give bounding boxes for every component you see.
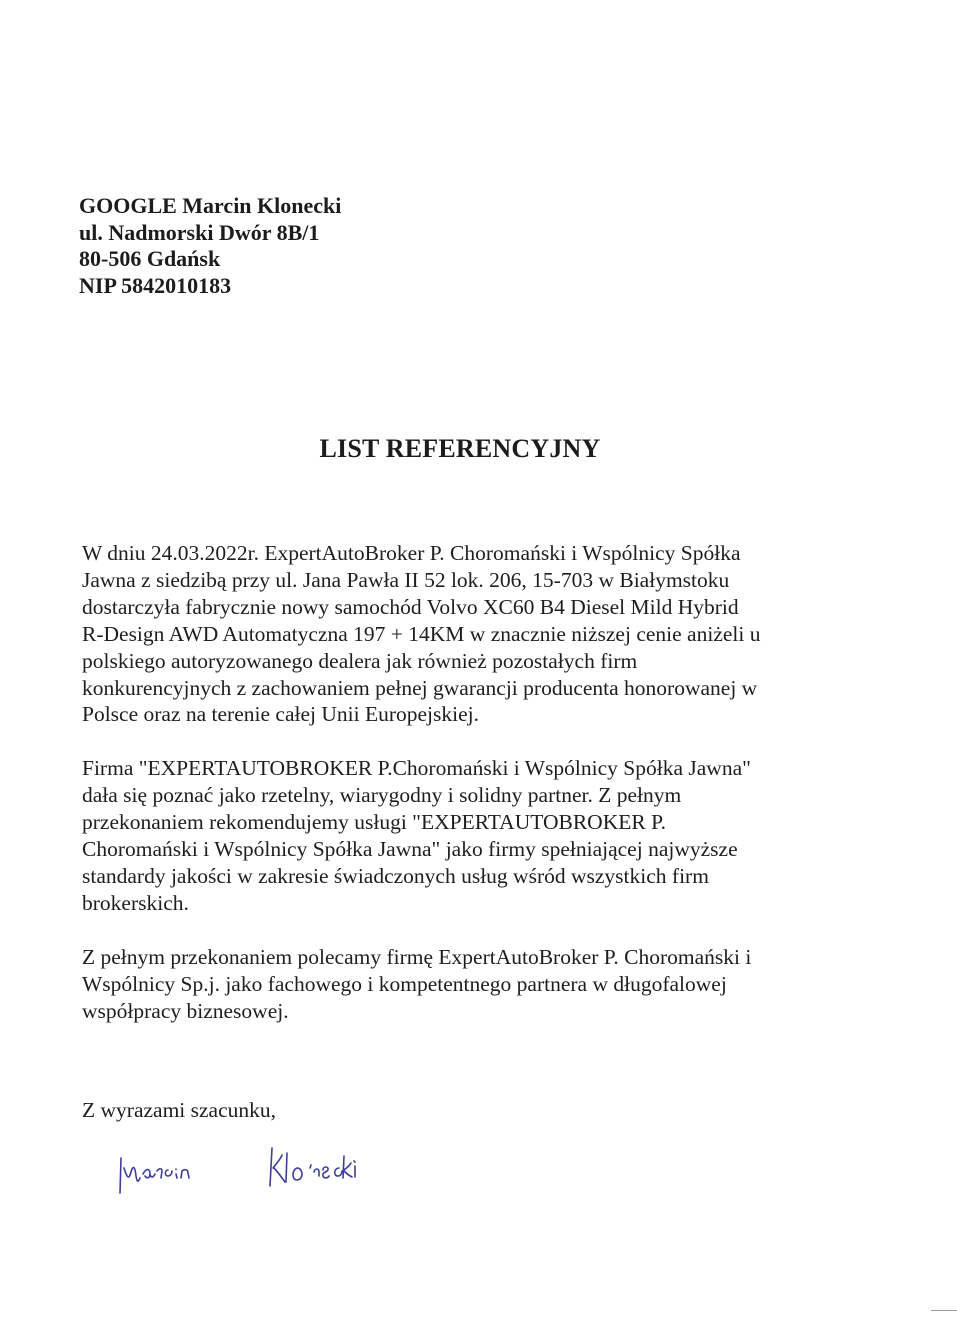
paragraph-line: W dniu 24.03.2022r. ExpertAutoBroker P. Choromański i Wspólnicy Spółka — [82, 541, 741, 565]
sender-name: GOOGLE Marcin Klonecki — [79, 193, 342, 218]
paragraph-line: brokerskich. — [82, 890, 189, 915]
sender-city: 80-506 Gdańsk — [79, 246, 221, 271]
paragraph-line: Z pełnym przekonaniem polecamy firmę ExpertAutoBroker P. Choromański i — [82, 944, 752, 969]
paragraph-line: R-Design AWD Automatyczna 197 + 14KM w znacznie niższej cenie aniżeli u — [82, 621, 761, 646]
paragraph-line: Wspólnicy Sp.j. jako fachowego i kompetentnego partnera w długofalowej — [82, 971, 727, 996]
letter-title: LIST REFERENCYJNY — [319, 434, 601, 463]
paragraph-line: Choromański i Wspólnicy Spółka Jawna" jako firmy spełniającej najwyższe — [82, 837, 738, 862]
paragraph-line: standardy jakości w zakresie świadczonych usług wśród wszystkich firm — [82, 863, 709, 888]
paragraph-line: dostarczyła fabrycznie nowy samochód Volvo XC60 B4 Diesel Mild Hybrid — [82, 594, 739, 619]
closing-salutation: Z wyrazami szacunku, — [82, 1098, 277, 1122]
paragraph-delivery — [82, 540, 862, 728]
paragraph-line: Polsce oraz na terenie całej Unii Europejskiej. — [82, 702, 479, 727]
paragraph-line: przekonaniem rekomendujemy usługi "EXPERTAUTOBROKER P. — [82, 810, 667, 835]
sender-street: ul. Nadmorski Dwór 8B/1 — [79, 219, 320, 245]
paragraph-line: dała się poznać jako rzetelny, wiarygodny i solidny partner. Z pełnym — [82, 783, 682, 808]
paragraph-line: konkurencyjnych z zachowaniem pełnej gwarancji producenta honorowanej w — [82, 675, 758, 700]
handwritten-signature — [110, 1138, 410, 1208]
paragraph-endorsement — [82, 944, 862, 1025]
paragraph-line: współpracy biznesowej. — [82, 998, 289, 1023]
paragraph-line: polskiego autoryzowanego dealera jak również pozostałych firm — [82, 648, 638, 673]
paragraph-line: Jawna z siedzibą przy ul. Jana Pawła II 52 lok. 206, 15-703 w Białymstoku — [82, 567, 730, 592]
signature-strokes — [120, 1148, 355, 1193]
paragraph-line: Firma "EXPERTAUTOBROKER P.Choromański i Wspólnicy Spółka Jawna" — [82, 756, 751, 781]
letter-body — [82, 540, 862, 1025]
paragraph-recommendation — [82, 755, 862, 916]
sender-tax-id: NIP 5842010183 — [79, 272, 232, 298]
scan-edge-mark — [931, 1310, 957, 1311]
sender-address-block — [79, 193, 341, 299]
